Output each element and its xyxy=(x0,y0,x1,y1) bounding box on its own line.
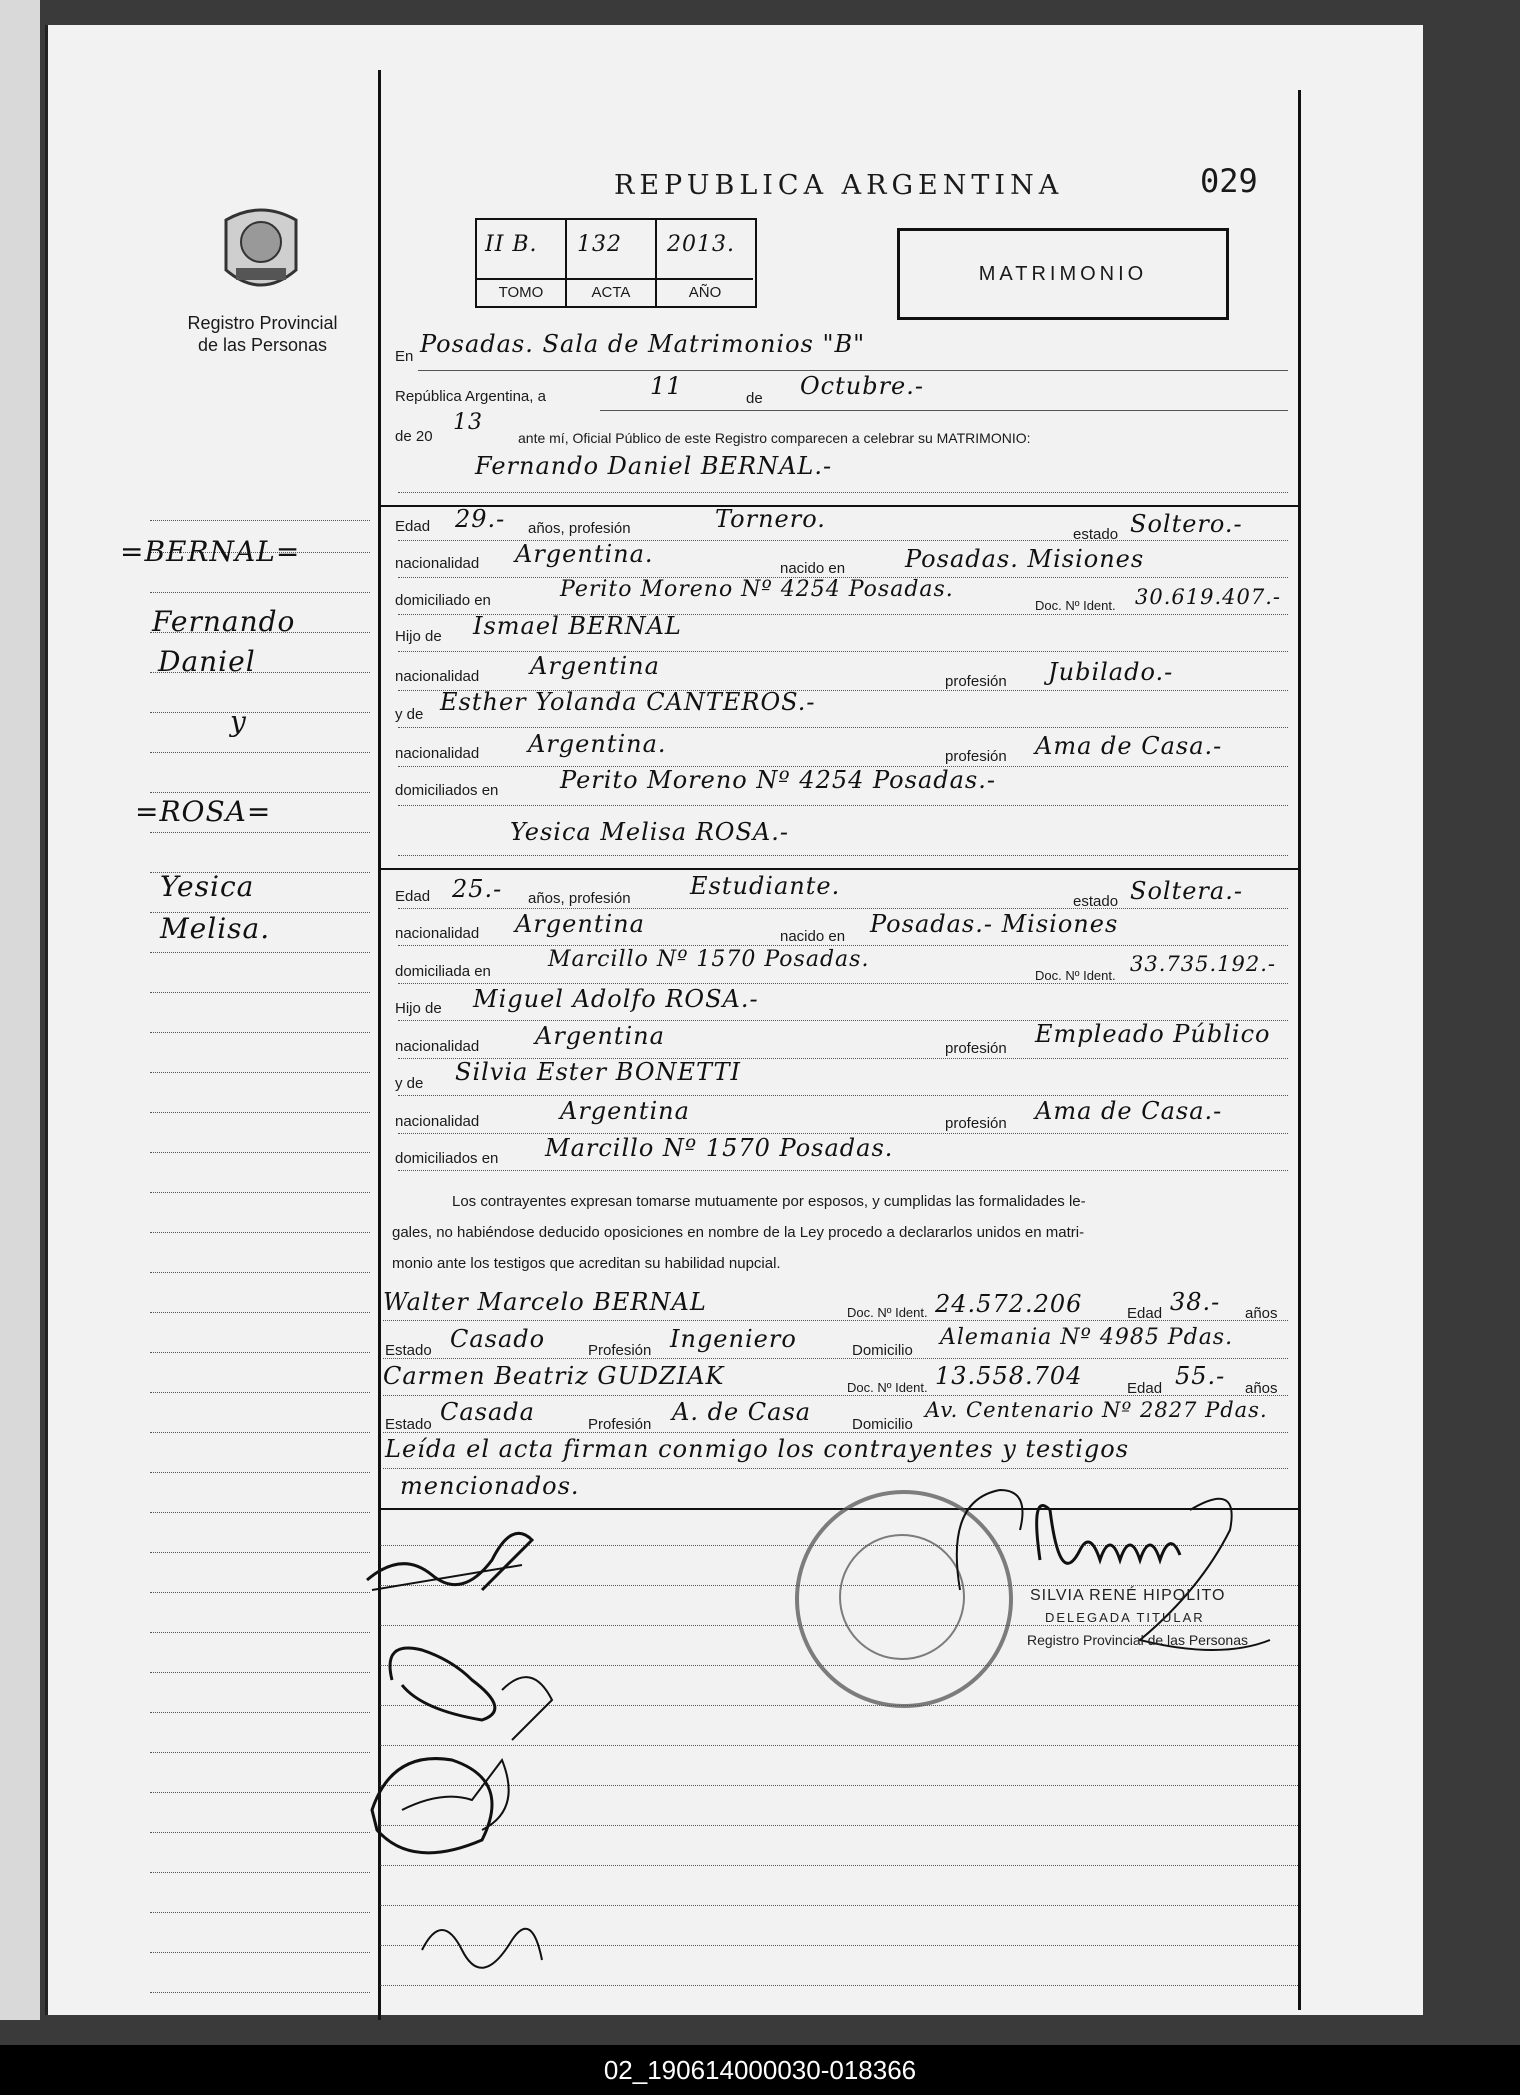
groom-doc-label: Doc. Nº Ident. xyxy=(1035,598,1116,613)
acta-label: ACTA xyxy=(567,278,657,306)
witness1-name: Walter Marcelo BERNAL xyxy=(383,1288,707,1316)
groom-estado: Soltero.- xyxy=(1130,510,1243,538)
declaration-line3: monio ante los testigos que acreditan su habilidad nupcial. xyxy=(392,1255,781,1272)
margin-name-groom-1: Fernando xyxy=(152,605,296,638)
bride-doc: 33.735.192.- xyxy=(1130,952,1277,976)
groom-address: Perito Moreno Nº 4254 Posadas. xyxy=(560,577,954,602)
record-type-box: MATRIMONIO xyxy=(897,228,1229,320)
anio-value: 2013. xyxy=(667,232,735,257)
month-value: Octubre.- xyxy=(800,372,924,400)
witness2-profession: A. de Casa xyxy=(672,1398,812,1426)
signatures-handwritten xyxy=(362,1510,572,2020)
groom-name: Fernando Daniel BERNAL.- xyxy=(475,452,833,480)
tomo-label: TOMO xyxy=(477,278,567,306)
witness1-estado: Casado xyxy=(450,1325,546,1353)
witness1-profession: Ingeniero xyxy=(670,1325,797,1353)
tomo-value: II B. xyxy=(485,232,538,257)
bride-mother: Silvia Ester BONETTI xyxy=(455,1058,741,1086)
misiones-crest-icon xyxy=(218,200,304,300)
bride-dom-label: domiciliada en xyxy=(395,963,491,980)
place-rule xyxy=(418,370,1288,371)
bride-mother-nac-label: nacionalidad xyxy=(395,1113,480,1130)
groom-nacido-label: nacido en xyxy=(780,560,846,577)
groom-birthplace: Posadas. Misiones xyxy=(905,545,1145,573)
groom-parents-address: Perito Moreno Nº 4254 Posadas.- xyxy=(560,766,996,794)
bride-father-profession: Empleado Público xyxy=(1035,1020,1271,1048)
witness2-address: Av. Centenario Nº 2827 Pdas. xyxy=(925,1398,1268,1422)
intro-text: ante mí, Oficial Público de este Registro comparecen a celebrar su MATRIMONIO: xyxy=(518,430,1031,446)
groom-profession: Tornero. xyxy=(715,505,826,533)
de-label: de xyxy=(746,390,763,407)
republica-label: República Argentina, a xyxy=(395,388,546,405)
groom-name-rule xyxy=(398,492,1288,493)
groom-edad-label: Edad xyxy=(395,518,431,535)
declaration-line2: gales, no habiéndose deducido oposiciones en nombre de la Ley procedo a declararlos unidos en matri- xyxy=(392,1224,1085,1241)
witness1-anos-label: años xyxy=(1245,1305,1278,1322)
groom-doms-label: domiciliados en xyxy=(395,782,499,799)
declaration-line1: Los contrayentes expresan tomarse mutuamente por esposos, y cumplidas las formalidades le- xyxy=(452,1193,1086,1210)
officer-title: DELEGADA TITULAR xyxy=(1045,1610,1205,1625)
bride-age: 25.- xyxy=(452,875,503,903)
bride-nacido-label: nacido en xyxy=(780,928,846,945)
bride-mother-profession: Ama de Casa.- xyxy=(1035,1097,1223,1125)
witness1-dom-label: Domicilio xyxy=(852,1342,913,1359)
bride-nationality: Argentina xyxy=(515,910,645,938)
witness2-edad-label: Edad xyxy=(1127,1380,1163,1397)
bride-parents-address: Marcillo Nº 1570 Posadas. xyxy=(545,1134,894,1162)
bride-father-nationality: Argentina xyxy=(535,1022,665,1050)
witness1-age: 38.- xyxy=(1170,1288,1221,1316)
witness1-doc-label: Doc. Nº Ident. xyxy=(847,1305,928,1320)
groom-mother-profession: Ama de Casa.- xyxy=(1035,732,1223,760)
bride-estado: Soltera.- xyxy=(1130,877,1243,905)
witness2-estado: Casada xyxy=(440,1398,535,1426)
margin-name-groom-2: Daniel xyxy=(158,645,256,678)
groom-age: 29.- xyxy=(455,505,506,533)
groom-father-profession: Jubilado.- xyxy=(1048,658,1174,686)
bride-birthplace: Posadas.- Misiones xyxy=(870,910,1119,938)
document-id: 02_190614000030-018366 xyxy=(603,2055,917,2085)
officer-name: SILVIA RENÉ HIPOLITO xyxy=(1030,1587,1226,1604)
witness2-anos-label: años xyxy=(1245,1380,1278,1397)
groom-yde-label: y de xyxy=(395,706,424,723)
groom-mother-nationality: Argentina. xyxy=(528,730,667,758)
groom-nac-label: nacionalidad xyxy=(395,555,480,572)
date-rule xyxy=(600,410,1288,411)
bride-profession: Estudiante. xyxy=(690,872,841,900)
bride-mother-prof-label: profesión xyxy=(945,1115,1007,1132)
bride-nac-label: nacionalidad xyxy=(395,925,480,942)
registry-line2: de las Personas xyxy=(197,335,328,355)
closing-line1: Leída el acta firman conmigo los contrayentes y testigos xyxy=(385,1435,1130,1463)
groom-mother: Esther Yolanda CANTEROS.- xyxy=(440,688,816,716)
margin-surname-groom: =BERNAL= xyxy=(120,535,301,568)
groom-dom-label: domiciliado en xyxy=(395,592,491,609)
groom-hijo-label: Hijo de xyxy=(395,628,442,645)
bride-yde-label: y de xyxy=(395,1075,424,1092)
witness1-edad-label: Edad xyxy=(1127,1305,1163,1322)
groom-estado-label: estado xyxy=(1073,526,1119,543)
groom-mother-nac-label: nacionalidad xyxy=(395,745,480,762)
bride-doc-label: Doc. Nº Ident. xyxy=(1035,968,1116,983)
margin-surname-bride: =ROSA= xyxy=(135,795,272,828)
bride-father-prof-label: profesión xyxy=(945,1040,1007,1057)
witness2-doc: 13.558.704 xyxy=(935,1362,1083,1390)
day-value: 11 xyxy=(650,372,683,400)
groom-father-prof-label: profesión xyxy=(945,673,1007,690)
groom-father-nac-label: nacionalidad xyxy=(395,668,480,685)
place-value: Posadas. Sala de Matrimonios "B" xyxy=(420,330,866,358)
registry-name xyxy=(160,312,365,356)
bride-doms-label: domiciliados en xyxy=(395,1150,499,1167)
witness2-prof-label: Profesión xyxy=(588,1416,652,1433)
margin-name-bride-2: Melisa. xyxy=(160,912,271,945)
de20-label: de 20 xyxy=(395,428,433,445)
folio-number: 029 xyxy=(1200,162,1258,200)
witness2-doc-label: Doc. Nº Ident. xyxy=(847,1380,928,1395)
book-binding xyxy=(0,0,40,2020)
bride-name: Yesica Melisa ROSA.- xyxy=(510,818,789,846)
section-divider-bride xyxy=(380,868,1298,870)
closing-line2: mencionados. xyxy=(400,1472,580,1500)
bride-father: Miguel Adolfo ROSA.- xyxy=(473,985,759,1013)
groom-father: Ismael BERNAL xyxy=(473,612,682,640)
acta-value: 132 xyxy=(577,232,622,257)
witness1-address: Alemania Nº 4985 Pdas. xyxy=(940,1325,1234,1350)
bride-estado-label: estado xyxy=(1073,893,1119,910)
bride-father-nac-label: nacionalidad xyxy=(395,1038,480,1055)
country-title: REPUBLICA ARGENTINA xyxy=(614,170,1064,201)
groom-mother-prof-label: profesión xyxy=(945,748,1007,765)
bride-anos-label: años, profesión xyxy=(528,890,631,907)
registry-line1: Registro Provincial xyxy=(187,313,338,333)
witness2-dom-label: Domicilio xyxy=(852,1416,913,1433)
bride-address: Marcillo Nº 1570 Posadas. xyxy=(548,947,870,972)
tomo-acta-anio-box xyxy=(475,218,757,308)
en-label: En xyxy=(395,348,414,365)
witness2-name: Carmen Beatriz GUDZIAK xyxy=(383,1362,725,1390)
groom-nationality: Argentina. xyxy=(515,540,654,568)
margin-name-bride-1: Yesica xyxy=(160,870,255,903)
witness2-age: 55.- xyxy=(1175,1362,1226,1390)
year-value: 13 xyxy=(453,410,483,435)
bride-hijo-label: Hijo de xyxy=(395,1000,442,1017)
witness1-estado-label: Estado xyxy=(385,1342,432,1359)
groom-doc: 30.619.407.- xyxy=(1135,585,1282,609)
officer-registry: Registro Provincial de las Personas xyxy=(1027,1632,1248,1648)
witness1-doc: 24.572.206 xyxy=(935,1290,1083,1318)
groom-father-nationality: Argentina xyxy=(530,652,660,680)
bride-mother-nationality: Argentina xyxy=(560,1097,690,1125)
right-border xyxy=(1298,90,1301,2010)
margin-and: y xyxy=(230,705,247,738)
witness1-prof-label: Profesión xyxy=(588,1342,652,1359)
bride-edad-label: Edad xyxy=(395,888,431,905)
anio-label: AÑO xyxy=(657,278,753,306)
groom-anos-label: años, profesión xyxy=(528,520,631,537)
witness2-estado-label: Estado xyxy=(385,1416,432,1433)
section-divider-groom xyxy=(380,505,1298,507)
